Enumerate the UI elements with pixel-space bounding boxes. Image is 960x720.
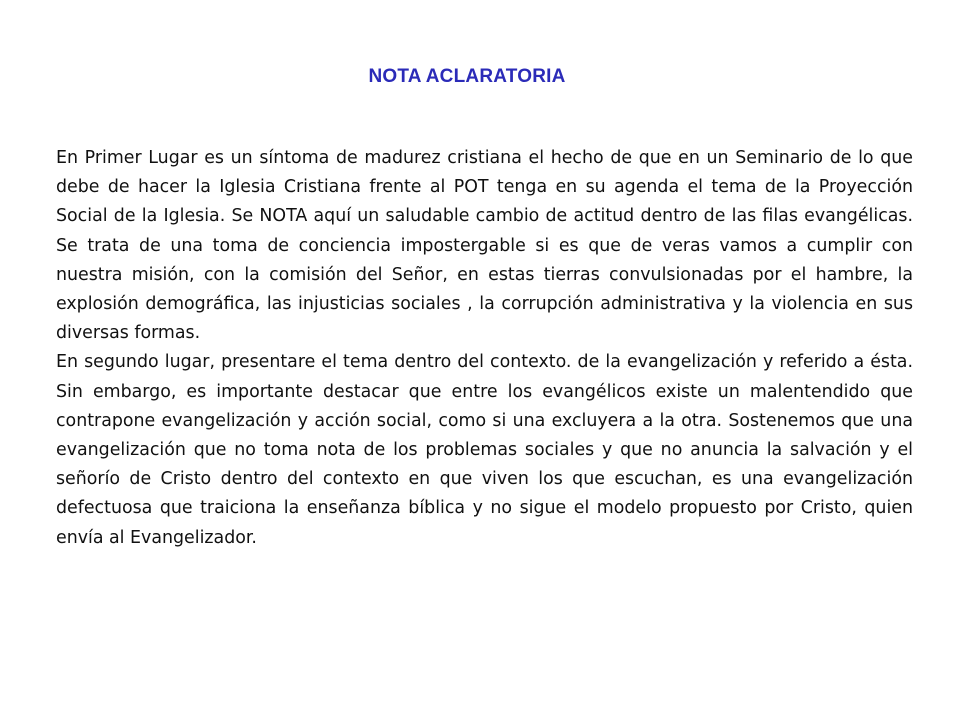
slide-title: NOTA ACLARATORIA: [368, 66, 566, 87]
paragraph-first: En Primer Lugar es un síntoma de madurez cristiana el hecho de que en un Seminario de lo que debe de hacer la Iglesia Cristiana frente al POT tenga en su agenda el tema de la Proyección Social de la Iglesia. Se NOTA aquí un saludable cambio de actitud dentro de las filas evangélicas. Se trata de una toma de conciencia impostergable si es que de veras vamos a cumplir con nuestra misión, con la comisión del Señor, en estas tierras convulsionadas por el hambre, la explosión demográfica, las injusticias sociales , la corrupción administrativa y la violencia en sus diversas formas.: [56, 148, 913, 344]
paragraph-second: En segundo lugar, presentare el tema dentro del contexto. de la evangelización y referido a ésta. Sin embargo, es importante destacar que entre los evangélicos existe un malentendido que contrapone evangelización y acción social, como si una excluyera a la otra. Sostenemos que una evangelización que no toma nota de los problemas sociales y que no anuncia la salvación y el señorío de Cristo dentro del contexto en que viven los que escuchan, es una evangelización defectuosa que traiciona la enseñanza bíblica y no sigue el modelo propuesto por Cristo, quien envía al Evangelizador.: [56, 352, 913, 548]
slide-body: [56, 144, 913, 553]
